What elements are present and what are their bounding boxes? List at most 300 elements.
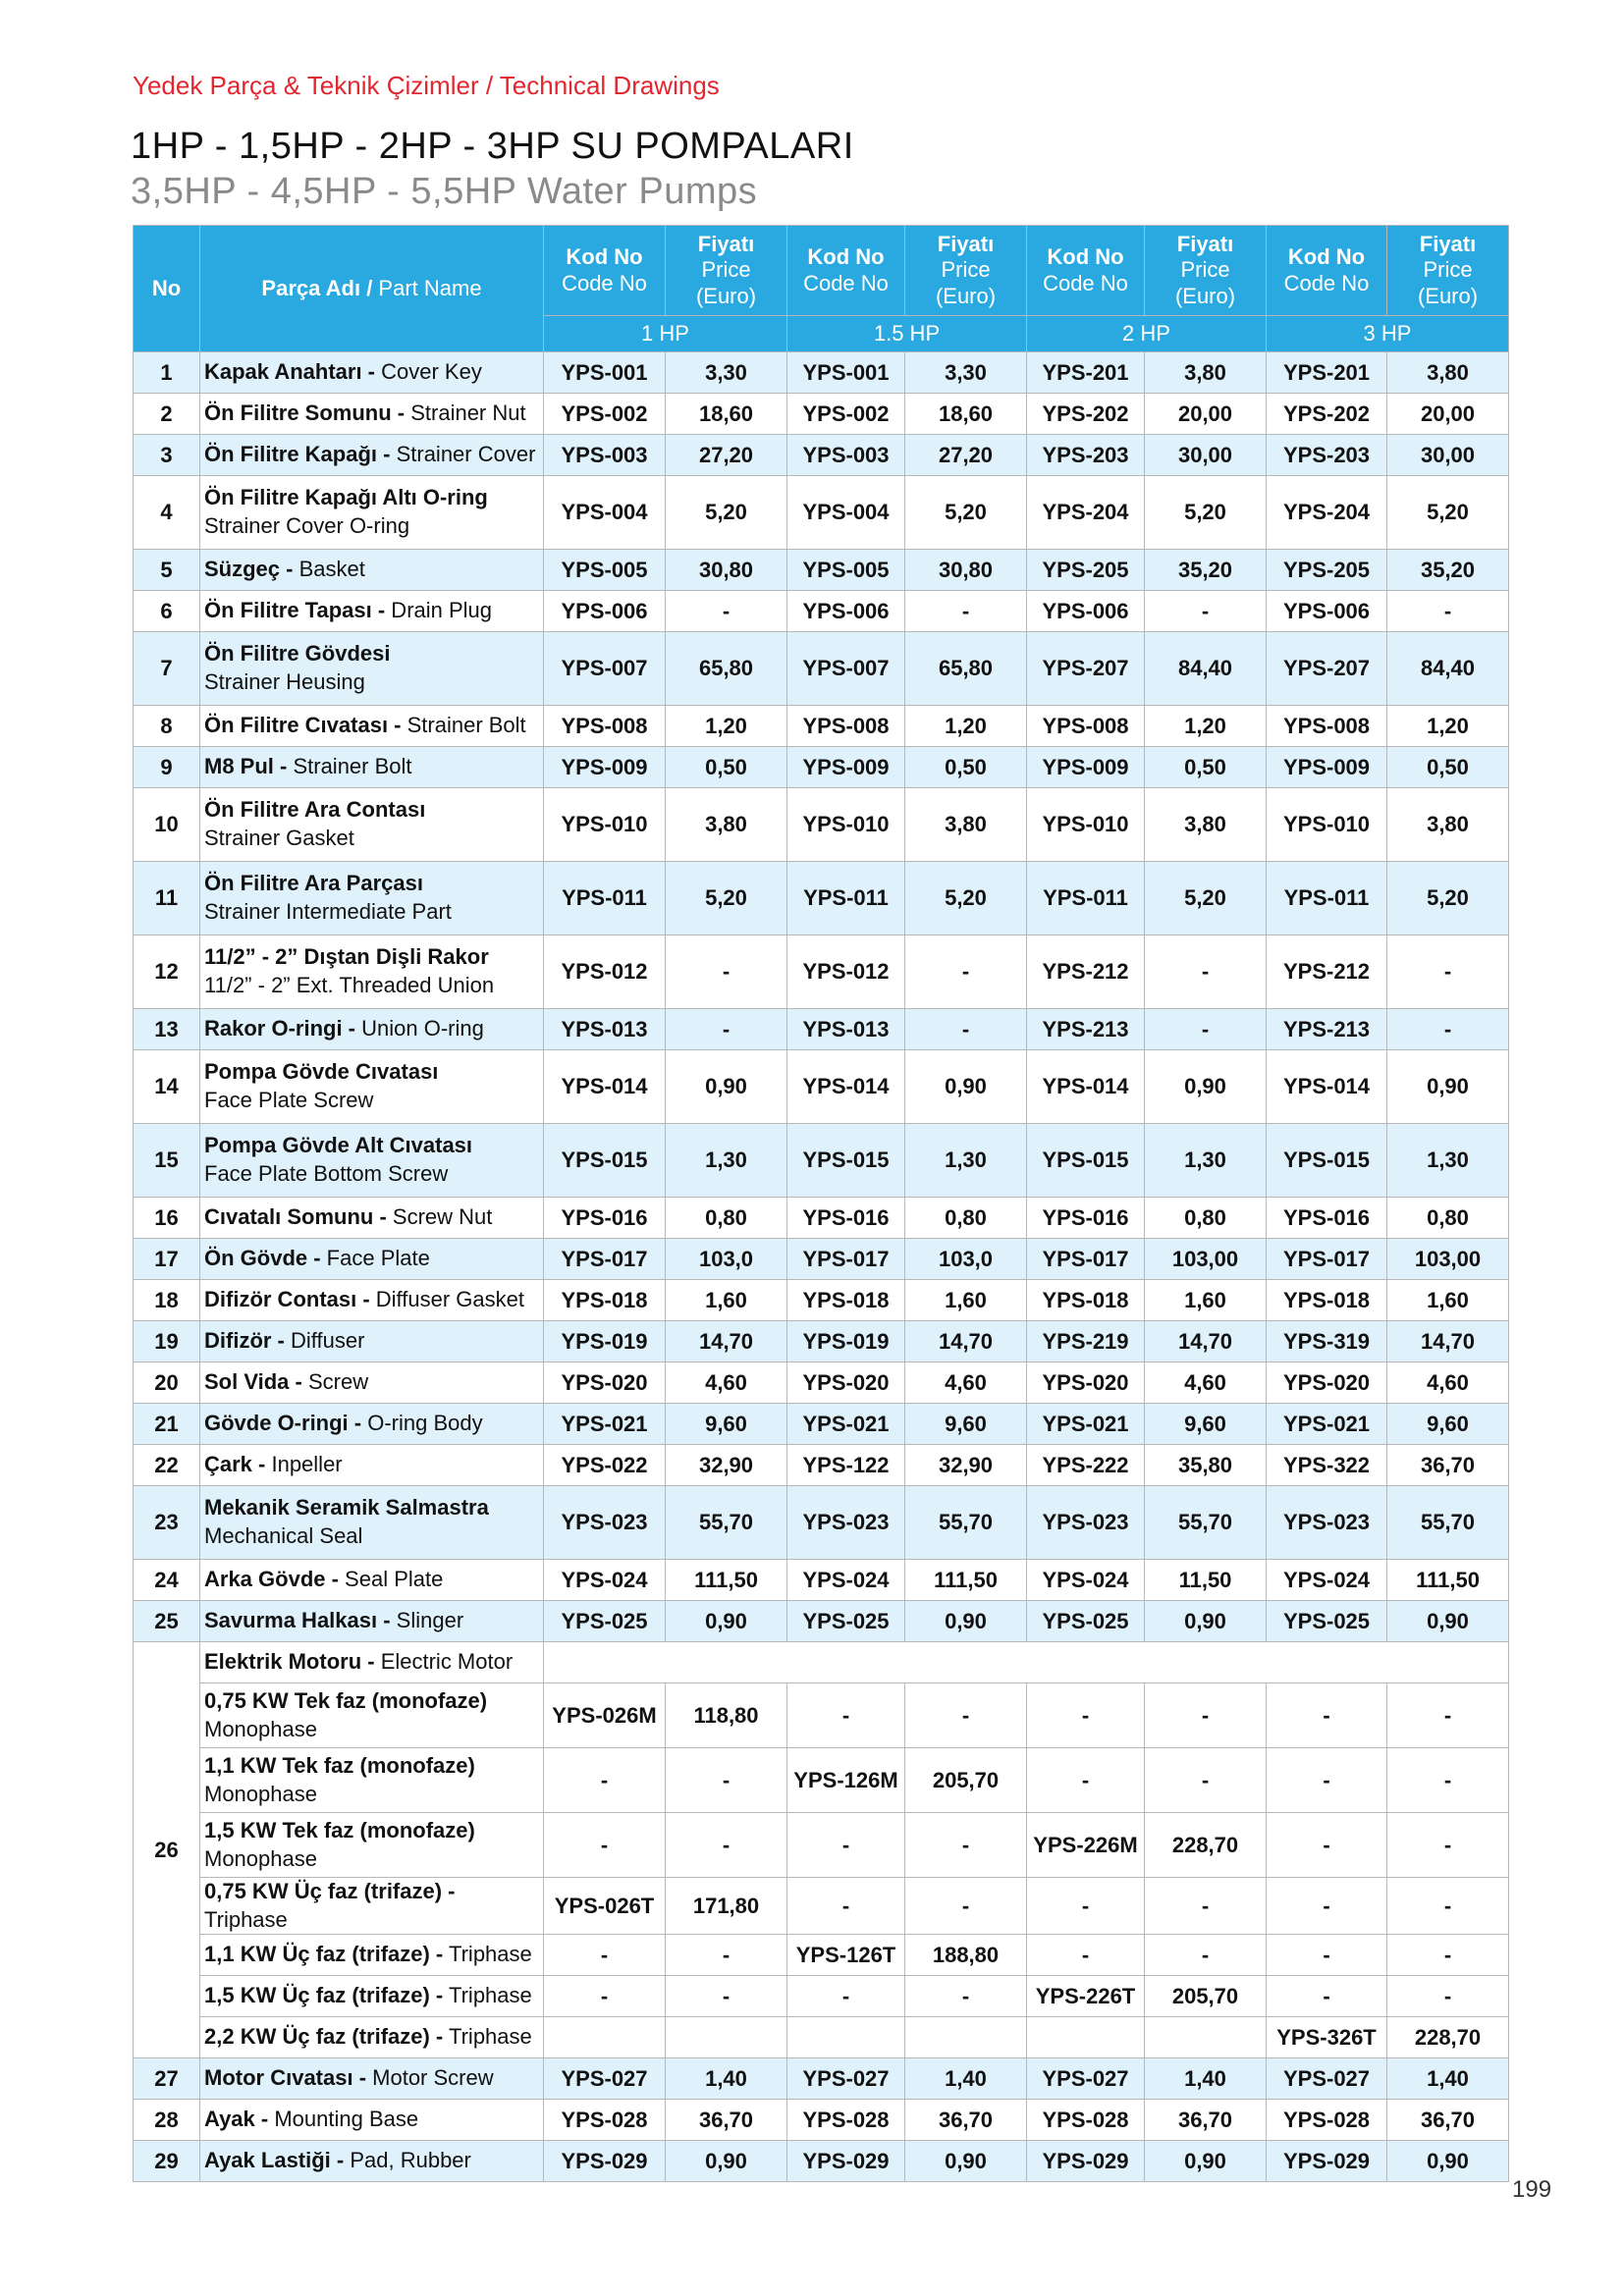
code-cell: YPS-204 <box>1027 476 1145 550</box>
code-cell: YPS-016 <box>1267 1198 1387 1239</box>
price-cell: 4,60 <box>666 1362 787 1404</box>
code-cell: YPS-011 <box>1267 862 1387 935</box>
table-row <box>134 2141 1509 2182</box>
price-cell: 0,90 <box>1145 1050 1267 1124</box>
row-no: 7 <box>134 632 200 706</box>
code-cell: - <box>1267 1748 1387 1813</box>
motor-variant-name: 1,5 KW Tek faz (monofaze) Monophase <box>200 1813 544 1878</box>
price-cell: - <box>905 935 1027 1009</box>
price-cell: 20,00 <box>1145 394 1267 435</box>
row-no: 13 <box>134 1009 200 1050</box>
code-cell: - <box>544 1748 666 1813</box>
code-cell: - <box>1267 1813 1387 1878</box>
code-cell <box>787 2017 905 2058</box>
table-row <box>134 1683 1509 1748</box>
code-cell: YPS-024 <box>787 1560 905 1601</box>
price-cell: 3,80 <box>905 788 1027 862</box>
code-cell: YPS-021 <box>787 1404 905 1445</box>
code-cell: YPS-009 <box>544 747 666 788</box>
table-row <box>134 1445 1509 1486</box>
code-cell: YPS-014 <box>1027 1050 1145 1124</box>
price-cell: 65,80 <box>666 632 787 706</box>
code-cell: - <box>787 1976 905 2017</box>
code-cell: YPS-213 <box>1027 1009 1145 1050</box>
code-cell: YPS-013 <box>787 1009 905 1050</box>
price-cell: 20,00 <box>1387 394 1509 435</box>
price-cell: 9,60 <box>1145 1404 1267 1445</box>
row-no: 5 <box>134 550 200 591</box>
code-cell: YPS-226M <box>1027 1813 1145 1878</box>
page-subtitle: 3,5HP - 4,5HP - 5,5HP Water Pumps <box>131 171 758 212</box>
code-cell: YPS-028 <box>787 2100 905 2141</box>
code-cell: - <box>787 1878 905 1935</box>
code-cell: YPS-023 <box>1027 1486 1145 1560</box>
code-cell: YPS-009 <box>787 747 905 788</box>
price-cell: 1,60 <box>666 1280 787 1321</box>
price-cell: 36,70 <box>905 2100 1027 2141</box>
row-no: 24 <box>134 1560 200 1601</box>
code-cell: YPS-025 <box>787 1601 905 1642</box>
price-cell: 0,50 <box>1387 747 1509 788</box>
code-cell: YPS-126M <box>787 1748 905 1813</box>
price-cell: - <box>666 1813 787 1878</box>
price-cell: 111,50 <box>666 1560 787 1601</box>
price-cell: - <box>1145 1683 1267 1748</box>
code-cell: YPS-226T <box>1027 1976 1145 2017</box>
price-cell: - <box>1145 1009 1267 1050</box>
code-cell: YPS-024 <box>544 1560 666 1601</box>
code-cell: YPS-207 <box>1027 632 1145 706</box>
table-row <box>134 435 1509 476</box>
price-cell: - <box>666 591 787 632</box>
code-cell: YPS-021 <box>544 1404 666 1445</box>
price-cell: 1,30 <box>666 1124 787 1198</box>
code-cell: YPS-205 <box>1027 550 1145 591</box>
price-cell: 55,70 <box>1145 1486 1267 1560</box>
code-cell: YPS-319 <box>1267 1321 1387 1362</box>
row-no: 6 <box>134 591 200 632</box>
price-cell: 1,20 <box>1145 706 1267 747</box>
code-cell: YPS-012 <box>787 935 905 1009</box>
code-cell: YPS-202 <box>1267 394 1387 435</box>
price-cell: 30,00 <box>1387 435 1509 476</box>
table-row <box>134 1321 1509 1362</box>
row-no: 8 <box>134 706 200 747</box>
row-no: 11 <box>134 862 200 935</box>
price-cell: - <box>1145 1878 1267 1935</box>
price-cell: 205,70 <box>1145 1976 1267 2017</box>
price-cell: 0,80 <box>1145 1198 1267 1239</box>
code-cell: YPS-018 <box>1267 1280 1387 1321</box>
part-name: Ön Filitre Tapası - Drain Plug <box>200 591 544 632</box>
table-row <box>134 632 1509 706</box>
row-no: 4 <box>134 476 200 550</box>
code-cell: - <box>544 1976 666 2017</box>
table-row <box>134 706 1509 747</box>
code-cell: YPS-013 <box>544 1009 666 1050</box>
parts-price-table <box>133 225 1509 2182</box>
header-no: No <box>134 226 200 352</box>
part-name: Ön Filitre Cıvatası - Strainer Bolt <box>200 706 544 747</box>
breadcrumb: Yedek Parça & Teknik Çizimler / Technical Drawings <box>133 71 720 100</box>
code-cell: - <box>787 1683 905 1748</box>
table-row <box>134 394 1509 435</box>
price-cell: - <box>1387 1878 1509 1935</box>
code-cell: YPS-026T <box>544 1878 666 1935</box>
table-row <box>134 2100 1509 2141</box>
header-price-1hp: Fiyatı Price (Euro) <box>666 226 787 316</box>
code-cell: YPS-126T <box>787 1935 905 1976</box>
price-cell: 1,30 <box>905 1124 1027 1198</box>
price-cell: - <box>1145 591 1267 632</box>
code-cell: YPS-010 <box>1027 788 1145 862</box>
code-cell: YPS-027 <box>1267 2058 1387 2100</box>
table-row <box>134 1050 1509 1124</box>
price-cell: - <box>666 1935 787 1976</box>
price-cell <box>905 2017 1027 2058</box>
code-cell: YPS-023 <box>1267 1486 1387 1560</box>
price-cell: 5,20 <box>1145 862 1267 935</box>
table-row <box>134 788 1509 862</box>
table-row <box>134 2058 1509 2100</box>
price-cell: 35,80 <box>1145 1445 1267 1486</box>
code-cell: YPS-002 <box>787 394 905 435</box>
code-cell: YPS-222 <box>1027 1445 1145 1486</box>
code-cell: YPS-024 <box>1027 1560 1145 1601</box>
part-name: Ön Filitre Ara Contası Strainer Gasket <box>200 788 544 862</box>
group-3hp: 3 HP <box>1267 316 1509 352</box>
part-name: Mekanik Seramik Salmastra Mechanical Seal <box>200 1486 544 1560</box>
group-1hp: 1 HP <box>544 316 787 352</box>
part-name: Difizör Contası - Diffuser Gasket <box>200 1280 544 1321</box>
header-code-3hp: Kod No Code No <box>1267 226 1387 316</box>
code-cell: YPS-002 <box>544 394 666 435</box>
code-cell: YPS-027 <box>787 2058 905 2100</box>
price-cell: 1,30 <box>1387 1124 1509 1198</box>
row-no: 12 <box>134 935 200 1009</box>
price-cell: - <box>1387 1813 1509 1878</box>
code-cell: YPS-018 <box>1027 1280 1145 1321</box>
code-cell: YPS-021 <box>1027 1404 1145 1445</box>
code-cell: YPS-018 <box>544 1280 666 1321</box>
price-cell: 0,90 <box>1387 1050 1509 1124</box>
price-cell: 0,90 <box>666 1050 787 1124</box>
price-cell: - <box>905 1683 1027 1748</box>
price-cell: 3,80 <box>666 788 787 862</box>
row-no: 16 <box>134 1198 200 1239</box>
code-cell: YPS-122 <box>787 1445 905 1486</box>
code-cell: YPS-204 <box>1267 476 1387 550</box>
code-cell: - <box>1267 1683 1387 1748</box>
price-cell: 0,90 <box>1145 2141 1267 2182</box>
row-no: 3 <box>134 435 200 476</box>
price-cell: 0,90 <box>666 2141 787 2182</box>
price-cell: 5,20 <box>1145 476 1267 550</box>
part-name: Ön Filitre Kapağı - Strainer Cover <box>200 435 544 476</box>
code-cell: YPS-203 <box>1027 435 1145 476</box>
price-cell: 3,30 <box>666 352 787 394</box>
part-name: Kapak Anahtarı - Cover Key <box>200 352 544 394</box>
price-cell: - <box>1387 1748 1509 1813</box>
code-cell: YPS-326T <box>1267 2017 1387 2058</box>
code-cell: YPS-015 <box>787 1124 905 1198</box>
part-name: Ön Gövde - Face Plate <box>200 1239 544 1280</box>
price-cell: 1,20 <box>905 706 1027 747</box>
price-cell: 18,60 <box>905 394 1027 435</box>
price-cell: 1,40 <box>1387 2058 1509 2100</box>
table-row <box>134 1404 1509 1445</box>
price-cell: 0,50 <box>666 747 787 788</box>
motor-variant-name: 2,2 KW Üç faz (trifaze) - Triphase <box>200 2017 544 2058</box>
price-cell: 1,30 <box>1145 1124 1267 1198</box>
code-cell: - <box>1027 1748 1145 1813</box>
price-cell: 4,60 <box>1145 1362 1267 1404</box>
page-title: 1HP - 1,5HP - 2HP - 3HP SU POMPALARI <box>131 126 854 167</box>
price-cell: 36,70 <box>666 2100 787 2141</box>
price-cell: 103,0 <box>905 1239 1027 1280</box>
price-cell: 32,90 <box>905 1445 1027 1486</box>
part-name: Pompa Gövde Alt Cıvatası Face Plate Bottom Screw <box>200 1124 544 1198</box>
code-cell: - <box>544 1813 666 1878</box>
price-cell: 118,80 <box>666 1683 787 1748</box>
table-row-motor <box>134 1642 1509 1683</box>
price-cell: 205,70 <box>905 1748 1027 1813</box>
price-cell: 5,20 <box>905 862 1027 935</box>
price-cell <box>1145 2017 1267 2058</box>
price-cell: 0,90 <box>1145 1601 1267 1642</box>
code-cell: YPS-027 <box>544 2058 666 2100</box>
code-cell: YPS-012 <box>544 935 666 1009</box>
table-row <box>134 1601 1509 1642</box>
code-cell: YPS-006 <box>787 591 905 632</box>
table-row <box>134 1009 1509 1050</box>
code-cell: YPS-029 <box>544 2141 666 2182</box>
code-cell: YPS-019 <box>787 1321 905 1362</box>
price-cell <box>666 2017 787 2058</box>
part-name: Çark - Inpeller <box>200 1445 544 1486</box>
code-cell: YPS-029 <box>1027 2141 1145 2182</box>
price-cell: - <box>1145 935 1267 1009</box>
code-cell: YPS-212 <box>1267 935 1387 1009</box>
group-15hp: 1.5 HP <box>787 316 1027 352</box>
table-row <box>134 2017 1509 2058</box>
code-cell: YPS-028 <box>1267 2100 1387 2141</box>
price-cell: 0,90 <box>905 1601 1027 1642</box>
table-row <box>134 1878 1509 1935</box>
code-cell: YPS-020 <box>787 1362 905 1404</box>
motor-variant-name: 0,75 KW Tek faz (monofaze) Monophase <box>200 1683 544 1748</box>
price-cell: 0,80 <box>905 1198 1027 1239</box>
code-cell: YPS-015 <box>544 1124 666 1198</box>
motor-variant-name: 1,5 KW Üç faz (trifaze) - Triphase <box>200 1976 544 2017</box>
row-no: 10 <box>134 788 200 862</box>
price-cell: - <box>905 591 1027 632</box>
code-cell: YPS-016 <box>544 1198 666 1239</box>
code-cell: YPS-020 <box>544 1362 666 1404</box>
price-cell: 32,90 <box>666 1445 787 1486</box>
price-cell: 11,50 <box>1145 1560 1267 1601</box>
price-cell: 3,30 <box>905 352 1027 394</box>
price-cell: 14,70 <box>666 1321 787 1362</box>
row-no: 15 <box>134 1124 200 1198</box>
price-cell: 14,70 <box>1387 1321 1509 1362</box>
code-cell: YPS-023 <box>787 1486 905 1560</box>
header-code-2hp: Kod No Code No <box>1027 226 1145 316</box>
table-row <box>134 1239 1509 1280</box>
code-cell: YPS-029 <box>787 2141 905 2182</box>
price-cell: 30,80 <box>905 550 1027 591</box>
code-cell: YPS-213 <box>1267 1009 1387 1050</box>
row-no: 14 <box>134 1050 200 1124</box>
part-name: Ön Filitre Ara Parçası Strainer Intermediate Part <box>200 862 544 935</box>
price-cell: 84,40 <box>1145 632 1267 706</box>
price-cell: 0,50 <box>1145 747 1267 788</box>
code-cell: YPS-008 <box>1027 706 1145 747</box>
part-name: Rakor O-ringi - Union O-ring <box>200 1009 544 1050</box>
code-cell: - <box>1027 1935 1145 1976</box>
code-cell: YPS-001 <box>544 352 666 394</box>
header-price-15hp: Fiyatı Price (Euro) <box>905 226 1027 316</box>
part-name: Savurma Halkası - Slinger <box>200 1601 544 1642</box>
table-row <box>134 747 1509 788</box>
header-price-2hp: Fiyatı Price (Euro) <box>1145 226 1267 316</box>
code-cell: YPS-001 <box>787 352 905 394</box>
code-cell: YPS-017 <box>1027 1239 1145 1280</box>
price-cell: 1,40 <box>666 2058 787 2100</box>
price-cell: 30,80 <box>666 550 787 591</box>
price-cell: 27,20 <box>666 435 787 476</box>
table-row <box>134 1124 1509 1198</box>
code-cell: YPS-014 <box>544 1050 666 1124</box>
code-cell: YPS-201 <box>1027 352 1145 394</box>
row-no: 2 <box>134 394 200 435</box>
code-cell: YPS-015 <box>1267 1124 1387 1198</box>
code-cell: YPS-021 <box>1267 1404 1387 1445</box>
code-cell: YPS-016 <box>1027 1198 1145 1239</box>
table-row <box>134 1486 1509 1560</box>
code-cell: YPS-024 <box>1267 1560 1387 1601</box>
code-cell: YPS-006 <box>1027 591 1145 632</box>
part-name: Ön Filitre Gövdesi Strainer Heusing <box>200 632 544 706</box>
price-cell: - <box>666 1009 787 1050</box>
price-cell: 103,00 <box>1145 1239 1267 1280</box>
price-cell: 14,70 <box>905 1321 1027 1362</box>
code-cell: YPS-028 <box>1027 2100 1145 2141</box>
price-cell: 1,60 <box>905 1280 1027 1321</box>
motor-variant-name: 1,1 KW Tek faz (monofaze) Monophase <box>200 1748 544 1813</box>
price-cell: - <box>1387 591 1509 632</box>
code-cell: - <box>787 1813 905 1878</box>
table-header-row <box>134 226 1509 316</box>
table-row <box>134 1813 1509 1878</box>
price-cell: - <box>1387 1683 1509 1748</box>
code-cell: YPS-026M <box>544 1683 666 1748</box>
price-cell: 5,20 <box>666 476 787 550</box>
price-cell: 3,80 <box>1387 352 1509 394</box>
table-row <box>134 1560 1509 1601</box>
part-name: Ayak - Mounting Base <box>200 2100 544 2141</box>
part-name: Pompa Gövde Cıvatası Face Plate Screw <box>200 1050 544 1124</box>
table-row <box>134 1935 1509 1976</box>
price-cell: 9,60 <box>905 1404 1027 1445</box>
price-cell: - <box>1145 1935 1267 1976</box>
code-cell: - <box>1027 1683 1145 1748</box>
header-price-3hp: Fiyatı Price (Euro) <box>1387 226 1509 316</box>
price-cell: 3,80 <box>1387 788 1509 862</box>
price-cell: 55,70 <box>905 1486 1027 1560</box>
price-cell: 1,40 <box>1145 2058 1267 2100</box>
code-cell: YPS-004 <box>787 476 905 550</box>
price-cell: 35,20 <box>1145 550 1267 591</box>
code-cell: YPS-219 <box>1027 1321 1145 1362</box>
part-name: Arka Gövde - Seal Plate <box>200 1560 544 1601</box>
code-cell: YPS-003 <box>787 435 905 476</box>
price-cell: 0,80 <box>1387 1198 1509 1239</box>
code-cell: YPS-020 <box>1027 1362 1145 1404</box>
code-cell: - <box>1267 1976 1387 2017</box>
table-row <box>134 352 1509 394</box>
price-cell: 3,80 <box>1145 352 1267 394</box>
price-cell: - <box>905 1976 1027 2017</box>
row-no: 1 <box>134 352 200 394</box>
header-code-15hp: Kod No Code No <box>787 226 905 316</box>
code-cell: YPS-017 <box>787 1239 905 1280</box>
code-cell: YPS-025 <box>1267 1601 1387 1642</box>
table-row <box>134 862 1509 935</box>
price-cell: 5,20 <box>905 476 1027 550</box>
motor-variant-name: 0,75 KW Üç faz (trifaze) - Triphase <box>200 1878 544 1935</box>
code-cell: YPS-006 <box>1267 591 1387 632</box>
table-row <box>134 935 1509 1009</box>
code-cell: YPS-322 <box>1267 1445 1387 1486</box>
price-cell: 171,80 <box>666 1878 787 1935</box>
code-cell: YPS-004 <box>544 476 666 550</box>
price-cell: - <box>1387 1009 1509 1050</box>
price-cell: 0,90 <box>905 2141 1027 2182</box>
code-cell: YPS-025 <box>544 1601 666 1642</box>
table-row <box>134 550 1509 591</box>
price-cell: 0,90 <box>905 1050 1027 1124</box>
price-cell: 1,60 <box>1145 1280 1267 1321</box>
code-cell: YPS-010 <box>787 788 905 862</box>
header-code-1hp: Kod No Code No <box>544 226 666 316</box>
code-cell: - <box>544 1935 666 1976</box>
price-cell: 14,70 <box>1145 1321 1267 1362</box>
code-cell: YPS-020 <box>1267 1362 1387 1404</box>
price-cell: 3,80 <box>1145 788 1267 862</box>
price-cell: 1,60 <box>1387 1280 1509 1321</box>
table-row <box>134 1976 1509 2017</box>
price-cell: 0,90 <box>1387 2141 1509 2182</box>
price-cell: 0,90 <box>1387 1601 1509 1642</box>
row-no: 20 <box>134 1362 200 1404</box>
price-cell: 4,60 <box>905 1362 1027 1404</box>
price-cell: 5,20 <box>1387 862 1509 935</box>
part-name: 11/2” - 2” Dıştan Dişli Rakor 11/2” - 2” Ext. Threaded Union <box>200 935 544 1009</box>
code-cell: YPS-014 <box>787 1050 905 1124</box>
row-no: 17 <box>134 1239 200 1280</box>
price-cell: 188,80 <box>905 1935 1027 1976</box>
code-cell: YPS-212 <box>1027 935 1145 1009</box>
price-cell: 111,50 <box>1387 1560 1509 1601</box>
code-cell: YPS-022 <box>544 1445 666 1486</box>
price-cell: 36,70 <box>1145 2100 1267 2141</box>
code-cell <box>544 2017 666 2058</box>
code-cell: YPS-005 <box>787 550 905 591</box>
price-cell: 9,60 <box>666 1404 787 1445</box>
code-cell: YPS-207 <box>1267 632 1387 706</box>
price-cell: 36,70 <box>1387 2100 1509 2141</box>
